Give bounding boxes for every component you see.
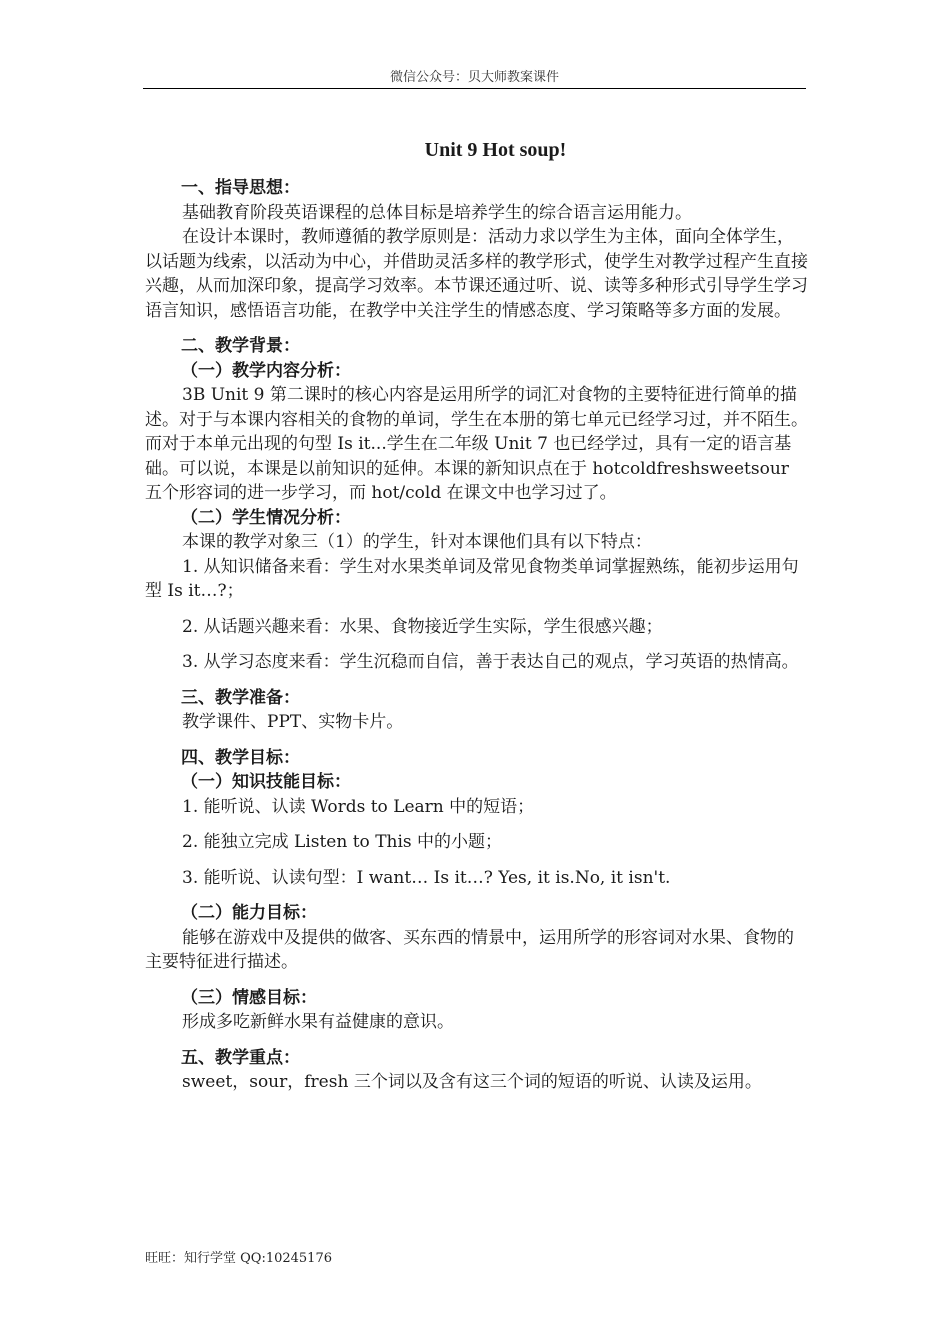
paragraph: sweet，sour，fresh 三个词以及含有这三个词的短语的听说、认读及运用。: [182, 1072, 762, 1092]
section-heading-key-points: 五、教学重点：: [181, 1047, 300, 1068]
list-item: 3. 能听说、认读句型：I want… Is it…? Yes, it is.No, it isn't.: [182, 867, 671, 888]
paragraph: 教学课件、PPT、实物卡片。: [182, 712, 404, 732]
page-footer: 旺旺：知行学堂 QQ:10245176: [145, 1251, 332, 1266]
subsection-heading-knowledge-skills: （一）知识技能目标：: [181, 772, 351, 792]
list-item: 2. 从话题兴趣来看：水果、食物接近学生实际，学生很感兴趣；: [182, 616, 663, 637]
section-heading-guiding-ideology: 一、指导思想：: [181, 178, 300, 198]
paragraph: 3B Unit 9 第二课时的核心内容是运用所学的词汇对食物的主要特征进行简单的描述。对于与本课内容相关的食物的单词，学生在本册的第七单元已经学习过，并不陌生。而对于本单元出现的句型 Is it...学生在二年级 Unit 7 也已经学过，具有一定的语言基础。可以说，本课是以前知识的延伸。本课的新知识点在于 hotcoldfreshsweetsour 五个形容词的进一步学习，而 hot/cold 在课文中也学习过了。: [145, 385, 808, 503]
paragraph: 形成多吃新鲜水果有益健康的意识。: [182, 1012, 454, 1032]
paragraph: 在设计本课时，教师遵循的教学原则是：活动力求以学生为主体，面向全体学生，以话题为线索，以活动为中心，并借助灵活多样的教学形式，使学生对教学过程产生直接兴趣，从而加深印象，提高学习效率。本节课还通过听、说、读等多种形式引导学生学习语言知识，感悟语言功能，在教学中关注学生的情感态度、学习策略等多方面的发展。: [145, 227, 808, 321]
paragraph: 基础教育阶段英语课程的总体目标是培养学生的综合语言运用能力。: [182, 202, 692, 223]
section-heading-objectives: 四、教学目标：: [181, 747, 300, 768]
subsection-heading-emotion: （三）情感目标：: [181, 987, 317, 1008]
list-item: 1. 从知识储备来看：学生对水果类单词及常见食物类单词掌握熟练，能初步运用句型 Is it…?；: [145, 556, 799, 601]
list-item: 3. 从学习态度来看：学生沉稳而自信，善于表达自己的观点，学习英语的热情高。: [182, 652, 799, 672]
document-body: [145, 176, 809, 1095]
subsection-heading-content-analysis: （一）教学内容分析：: [181, 360, 351, 381]
document-title: Unit 9 Hot soup!: [424, 139, 567, 161]
section-heading-preparation: 三、教学准备：: [181, 687, 300, 708]
section-heading-background: 二、教学背景：: [181, 336, 300, 356]
subsection-heading-ability: （二）能力目标：: [181, 903, 317, 923]
paragraph: 能够在游戏中及提供的做客、买东西的情景中，运用所学的形容词对水果、食物的主要特征进行描述。: [145, 927, 794, 972]
list-item: 2. 能独立完成 Listen to This 中的小题；: [182, 832, 503, 852]
paragraph: 本课的教学对象三（1）的学生，针对本课他们具有以下特点：: [182, 532, 652, 552]
page-header: 微信公众号：贝大师教案课件: [143, 66, 806, 89]
list-item: 1. 能听说、认读 Words to Learn 中的短语；: [182, 796, 535, 817]
subsection-heading-student-analysis: （二）学生情况分析：: [181, 507, 351, 528]
